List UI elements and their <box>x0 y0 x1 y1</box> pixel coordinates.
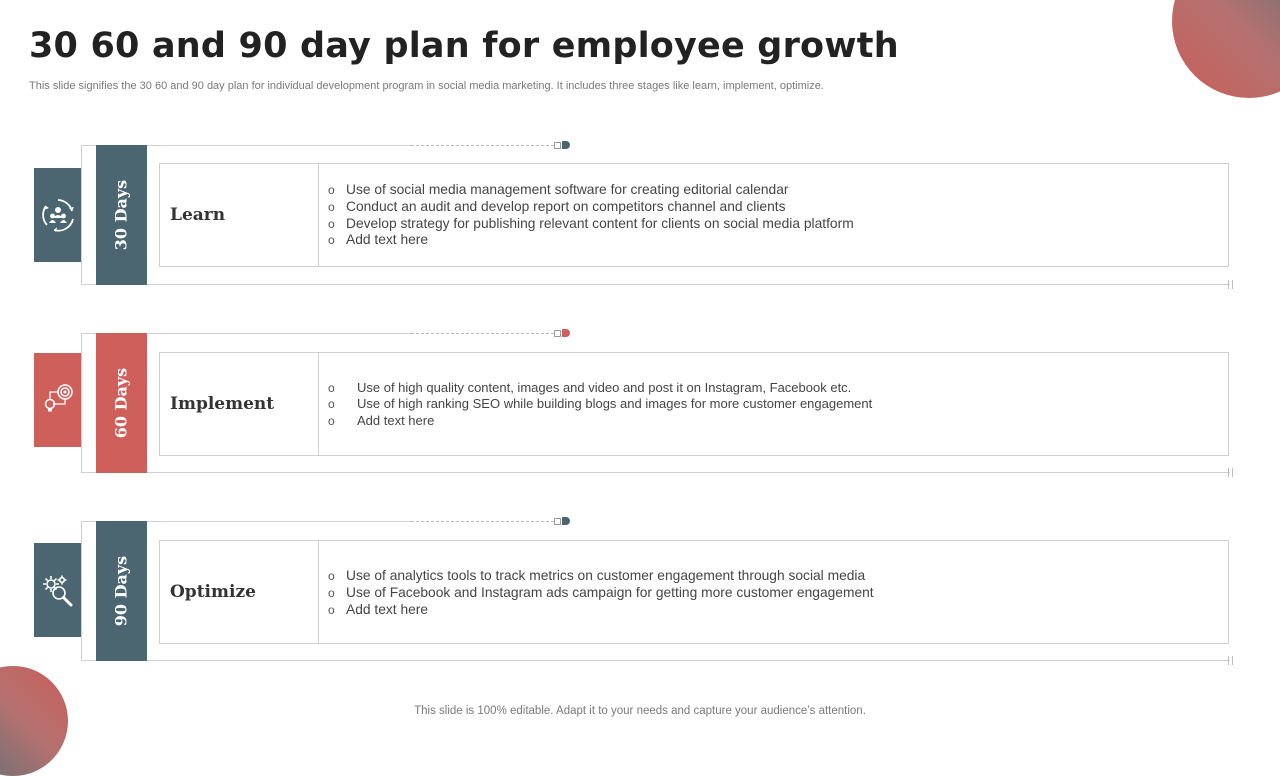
bullet-list <box>328 380 872 429</box>
list-item: o Conduct an audit and develop report on competitors channel and clients <box>328 198 786 214</box>
list-item: o Develop strategy for publishing relevant content for clients on social media platform <box>328 215 854 231</box>
list-item: o Use of high quality content, images and video and post it on Instagram, Facebook etc. <box>328 380 852 395</box>
stage-icon-box <box>34 353 81 447</box>
stage-icon-box <box>34 543 81 637</box>
footer-note: This slide is 100% editable. Adapt it to your needs and capture your audience’s attention. <box>414 705 866 717</box>
connector-dot <box>562 517 570 525</box>
list-item: o Use of high ranking SEO while building blogs and images for more customer engagement <box>328 396 873 412</box>
phase-name: Optimize <box>170 582 256 602</box>
stage-content-box <box>159 540 1229 644</box>
connector-dot <box>562 329 570 337</box>
bullet-list <box>328 182 854 249</box>
decorative-circle-bottom-left <box>0 666 68 776</box>
idea-target-icon <box>40 382 76 418</box>
gear-search-icon <box>41 573 75 607</box>
days-label: 90 Days <box>111 555 131 627</box>
days-label: 30 Days <box>111 179 131 251</box>
team-cycle-icon <box>41 198 75 232</box>
list-item: o Add text here <box>328 412 435 428</box>
page-title: 30 60 and 90 day plan for employee growth <box>29 26 899 66</box>
list-item: o Add text here <box>328 601 429 617</box>
days-bar <box>96 521 147 661</box>
stage-60-days <box>0 333 1280 483</box>
list-item: o Use of analytics tools to track metrics on customer engagement through social media <box>328 568 866 583</box>
days-bar <box>96 333 147 473</box>
decorative-circle-top-right <box>1172 0 1280 98</box>
page-subtitle: This slide signifies the 30 60 and 90 day plan for individual development program in social media marketing. It includes three stages like learn, implement, optimize. <box>29 80 824 92</box>
bullet-list <box>328 568 874 618</box>
stage-content-box <box>159 163 1229 267</box>
days-label: 60 Days <box>111 367 131 439</box>
list-item: o Use of social media management software for creating editorial calendar <box>328 182 789 197</box>
phase-name: Implement <box>170 394 275 414</box>
list-item: o Add text here <box>328 232 429 248</box>
list-item: o Use of Facebook and Instagram ads campaign for getting more customer engagement <box>328 584 874 600</box>
stage-30-days <box>0 145 1280 295</box>
stage-90-days <box>0 521 1280 671</box>
stage-content-box <box>159 352 1229 456</box>
days-bar <box>96 145 147 285</box>
phase-name: Learn <box>170 205 226 225</box>
stage-icon-box <box>34 168 81 262</box>
connector-dot <box>562 141 570 149</box>
